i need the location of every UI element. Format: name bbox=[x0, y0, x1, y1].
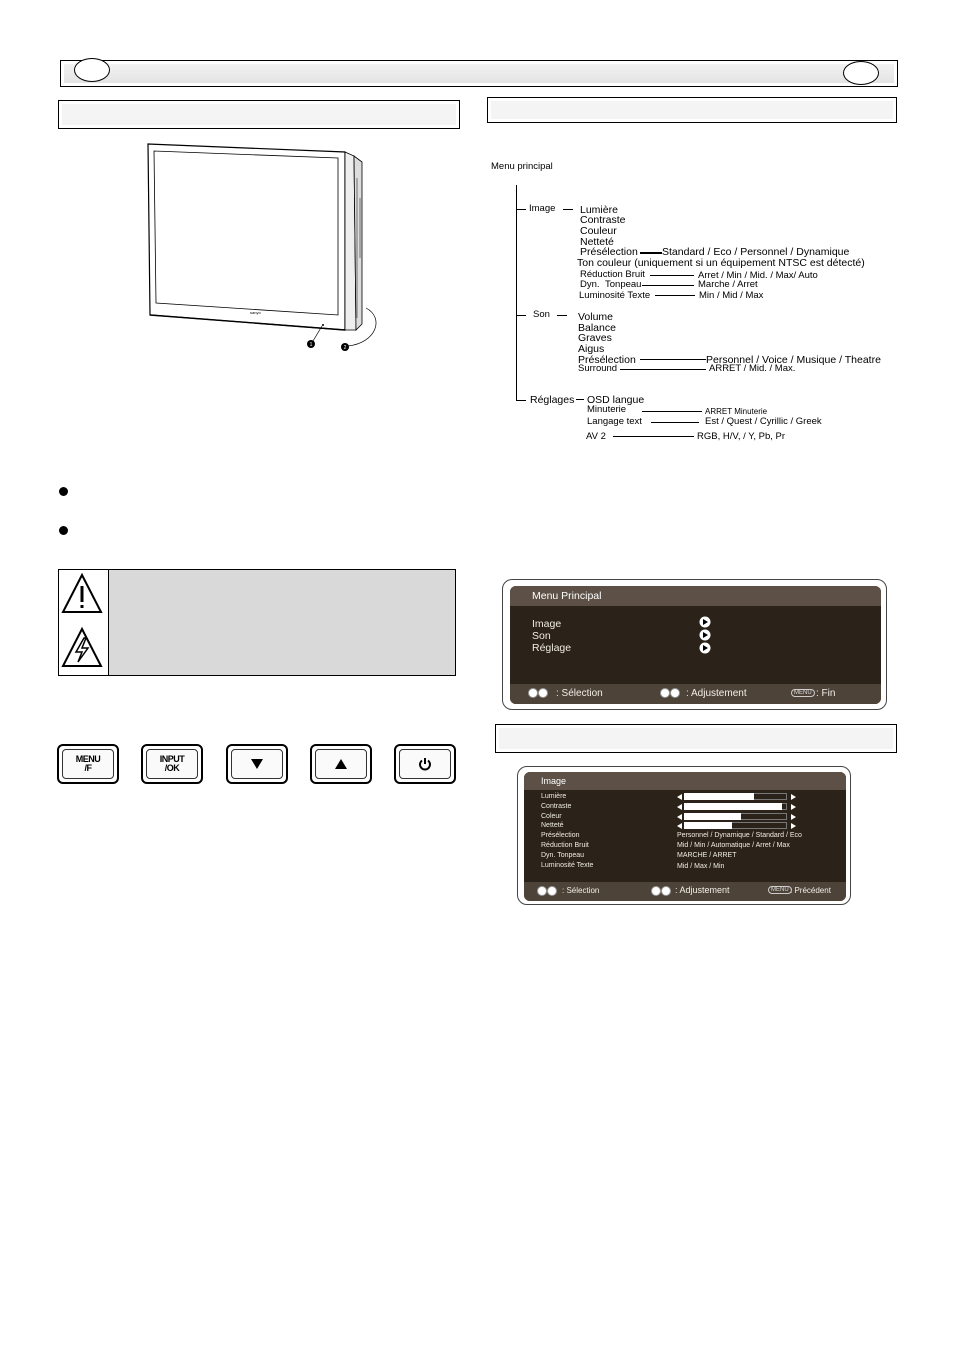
left-right-icon bbox=[660, 688, 680, 699]
up-triangle-icon bbox=[334, 758, 348, 770]
bullet bbox=[59, 487, 68, 496]
osd-main-title: Menu Principal bbox=[532, 590, 602, 602]
osd-option-label: Luminosité Texte bbox=[541, 861, 594, 869]
osd-main-item: Image bbox=[532, 618, 562, 630]
osd-bar-label: Coleur bbox=[541, 812, 562, 820]
down-key bbox=[226, 744, 288, 784]
bar-right-arrow-icon[interactable] bbox=[791, 804, 796, 810]
bar-left-arrow-icon[interactable] bbox=[677, 804, 682, 810]
osd-bar-label: Lumière bbox=[541, 793, 567, 800]
osd-option-value: Mid / Max / Min bbox=[677, 862, 725, 870]
osd-slider-fill bbox=[684, 822, 732, 829]
bar-right-arrow-icon[interactable] bbox=[791, 814, 796, 820]
osd-bar-label: Contraste bbox=[541, 802, 572, 810]
down-triangle-icon bbox=[250, 758, 264, 770]
osd-slider-fill bbox=[684, 813, 741, 820]
warning-box bbox=[58, 569, 456, 676]
language-badge-left bbox=[74, 58, 110, 82]
left-section-header bbox=[58, 100, 460, 129]
power-key bbox=[394, 744, 456, 784]
osd-main-item: Son bbox=[532, 630, 551, 642]
osd-image-menu: Image Lumière Contraste Coleur Netteté Présélection Réduction Bruit Dyn. Tonpeau Luminosité Texte Personnel / Dynamique / Standard / Eco Mid / Min / Automatique / Arret / Max MARCHE / ARRET Mid / Max / Min : Sélection : Adjustement MENU : Précédent bbox=[517, 766, 851, 905]
bar-left-arrow-icon[interactable] bbox=[677, 794, 682, 800]
menu-key-icon: MENU bbox=[768, 886, 792, 894]
left-right-icon bbox=[651, 885, 671, 896]
osd-option-label: Réduction Bruit bbox=[541, 841, 589, 849]
callout-2: 2 bbox=[343, 345, 347, 351]
menu-key: MENU /F bbox=[57, 744, 119, 784]
osd-option-value: MARCHE / ARRET bbox=[677, 852, 737, 860]
power-icon bbox=[418, 757, 432, 771]
brand-logo: sanyo bbox=[250, 310, 261, 315]
language-badge-right bbox=[843, 61, 879, 85]
osd-option-label: Dyn. Tonpeau bbox=[541, 851, 585, 859]
osd-option-label: Présélection bbox=[541, 832, 580, 840]
up-key bbox=[310, 744, 372, 784]
osd-main-menu: Menu Principal Image Son Réglage : Sélection : Adjustement MENU : Fin bbox=[502, 579, 887, 710]
tv-illustration bbox=[140, 138, 390, 363]
bar-left-arrow-icon[interactable] bbox=[677, 814, 682, 820]
page-header-bar bbox=[60, 60, 898, 87]
osd-image-title: Image bbox=[541, 776, 567, 786]
callout-1: 1 bbox=[309, 342, 313, 348]
osd-main-item: Réglage bbox=[532, 642, 572, 654]
warning-icon bbox=[60, 572, 104, 616]
osd-slider-fill bbox=[684, 793, 754, 800]
electric-shock-icon bbox=[60, 626, 104, 670]
input-ok-key: INPUT /OK bbox=[141, 744, 203, 784]
image-section-header bbox=[495, 724, 897, 753]
bar-left-arrow-icon[interactable] bbox=[677, 823, 682, 829]
bullet bbox=[59, 526, 68, 535]
right-section-header bbox=[487, 97, 897, 123]
osd-bar-label: Netteté bbox=[541, 822, 564, 830]
bar-right-arrow-icon[interactable] bbox=[791, 794, 796, 800]
osd-slider-fill bbox=[684, 803, 782, 810]
menu-root-label: Menu principal bbox=[491, 161, 553, 172]
submenu-arrow-icons bbox=[699, 616, 711, 656]
menu-key-icon: MENU bbox=[791, 689, 815, 697]
up-down-icon bbox=[528, 688, 548, 699]
osd-option-value: Personnel / Dynamique / Standard / Eco bbox=[677, 832, 802, 839]
bar-right-arrow-icon[interactable] bbox=[791, 823, 796, 829]
osd-option-value: Mid / Min / Automatique / Arret / Max bbox=[677, 842, 790, 850]
up-down-icon bbox=[537, 885, 557, 896]
